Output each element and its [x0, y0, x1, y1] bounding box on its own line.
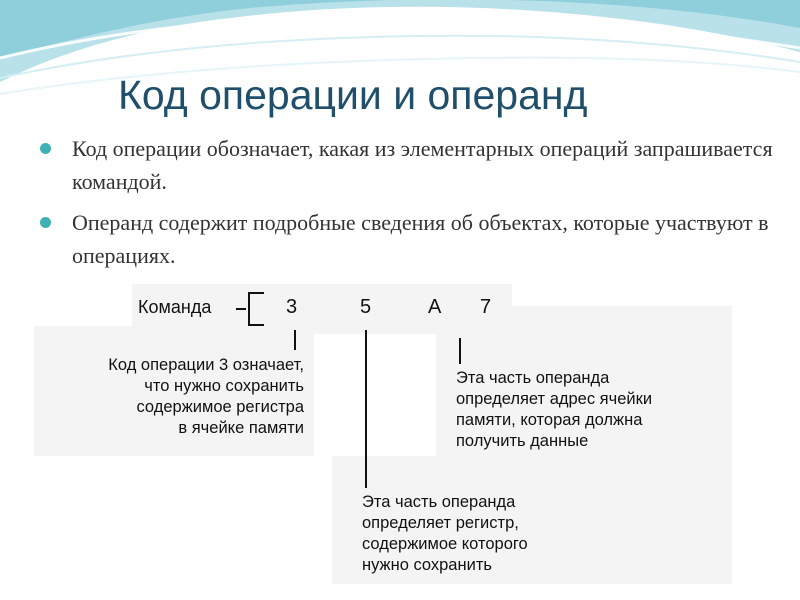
address-note: Эта часть операнда определяет адрес ячейки памяти, которая должна получить данные — [456, 369, 653, 450]
bullet-list — [40, 132, 780, 280]
register-note: Эта часть операнда определяет регистр, содержимое которого нужно сохранить — [362, 493, 528, 574]
address-connector — [459, 338, 461, 364]
bracket-vertical — [248, 292, 250, 326]
bullet-text: Код операции обозначает, какая из элементарных операций запрашивается командой. — [72, 136, 773, 194]
opcode-note: Код операции 3 означает, что нужно сохранить содержимое регистра в ячейке памяти — [108, 356, 304, 437]
slide-title: Код операции и операнд — [118, 72, 588, 118]
register-connector — [365, 330, 367, 488]
bullet-item — [40, 132, 780, 198]
bullet-dot-icon — [40, 143, 51, 154]
bullet-text: Операнд содержит подробные сведения об объектах, которые участвуют в операциях. — [72, 210, 769, 268]
opcode-connector — [294, 330, 296, 350]
bracket-dash — [236, 308, 246, 310]
digit-opcode: 3 — [286, 296, 298, 318]
digit-address-high: A — [428, 296, 442, 318]
bullet-dot-icon — [40, 217, 51, 228]
bullet-item — [40, 206, 780, 272]
bracket-top — [248, 292, 264, 294]
bracket-bottom — [248, 324, 264, 326]
digit-address-low: 7 — [480, 296, 492, 318]
digit-register: 5 — [360, 296, 372, 318]
command-label: Команда — [138, 297, 212, 317]
